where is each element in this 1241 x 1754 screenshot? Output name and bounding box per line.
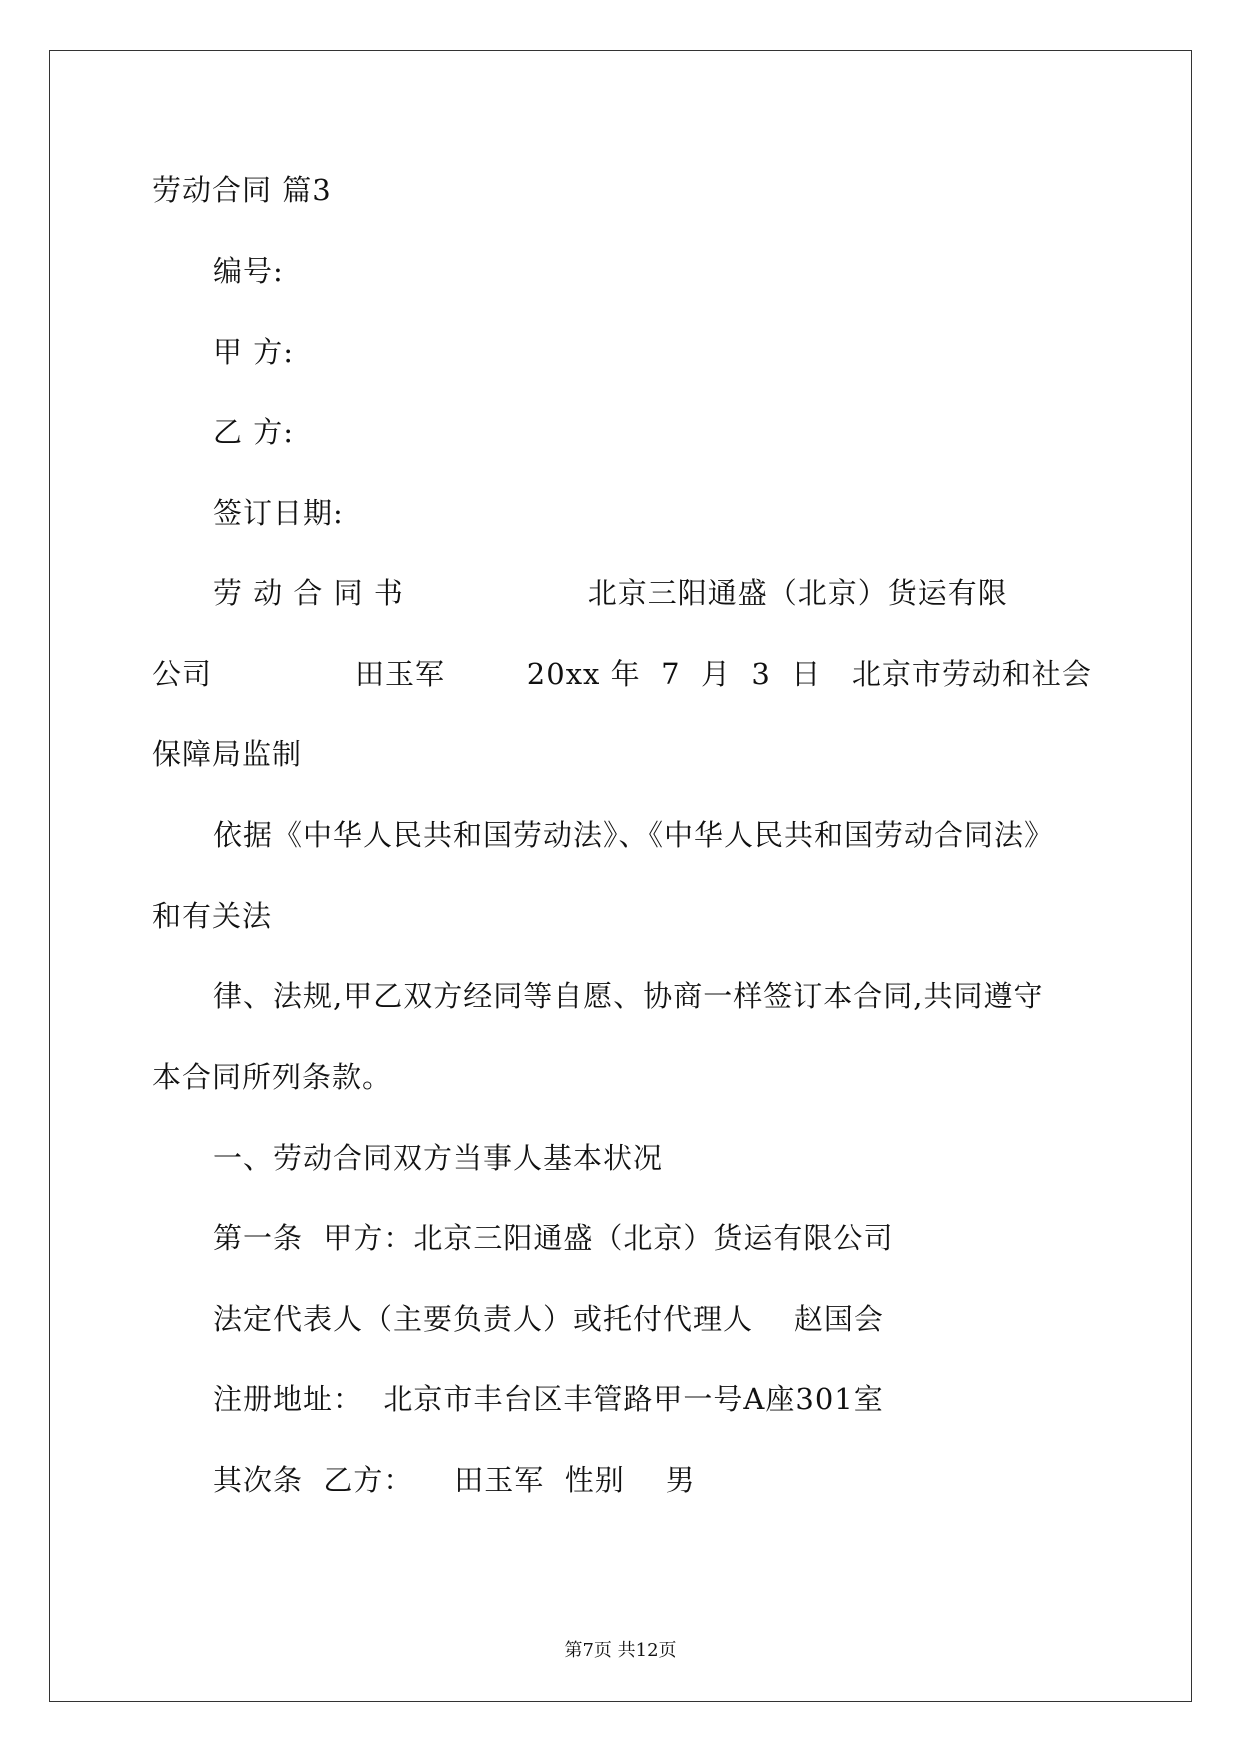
page-footer: 第7页 共12页 bbox=[564, 1640, 677, 1661]
legal-representative: 法定代表人（主要负责人）或托付代理人 赵国会 bbox=[213, 1302, 884, 1336]
cover-line-2: 公司 田玉军 20xx 年 7 月 3 日 北京市劳动和社会 bbox=[152, 657, 1092, 691]
registered-address: 注册地址： 北京市丰台区丰管路甲一号A座301室 bbox=[213, 1382, 884, 1416]
cover-line-3: 保障局监制 bbox=[152, 737, 303, 771]
field-sign-date: 签订日期: bbox=[213, 496, 344, 530]
basis-line-2: 和有关法 bbox=[152, 899, 273, 933]
article-2: 其次条 乙方： 田玉军 性别 男 bbox=[213, 1463, 696, 1497]
section-heading-1: 一、劳动合同双方当事人基本状况 bbox=[213, 1141, 664, 1175]
article-1: 第一条 甲方：北京三阳通盛（北京）货运有限公司 bbox=[213, 1221, 894, 1255]
basis-line-3: 律、法规,甲乙双方经同等自愿、协商一样签订本合同,共同遵守 bbox=[213, 979, 1044, 1013]
page-border bbox=[49, 50, 1192, 1702]
basis-line-4: 本合同所列条款。 bbox=[152, 1060, 393, 1094]
field-number: 编号: bbox=[213, 254, 284, 288]
document-title: 劳动合同 篇3 bbox=[152, 173, 332, 207]
cover-line-1: 劳 动 合 同 书 北京三阳通盛（北京）货运有限 bbox=[213, 576, 1008, 610]
field-party-a: 甲 方: bbox=[213, 335, 294, 369]
field-party-b: 乙 方: bbox=[213, 415, 294, 449]
basis-line-1: 依据《中华人民共和国劳动法》、《中华人民共和国劳动合同法》 bbox=[213, 818, 1055, 852]
